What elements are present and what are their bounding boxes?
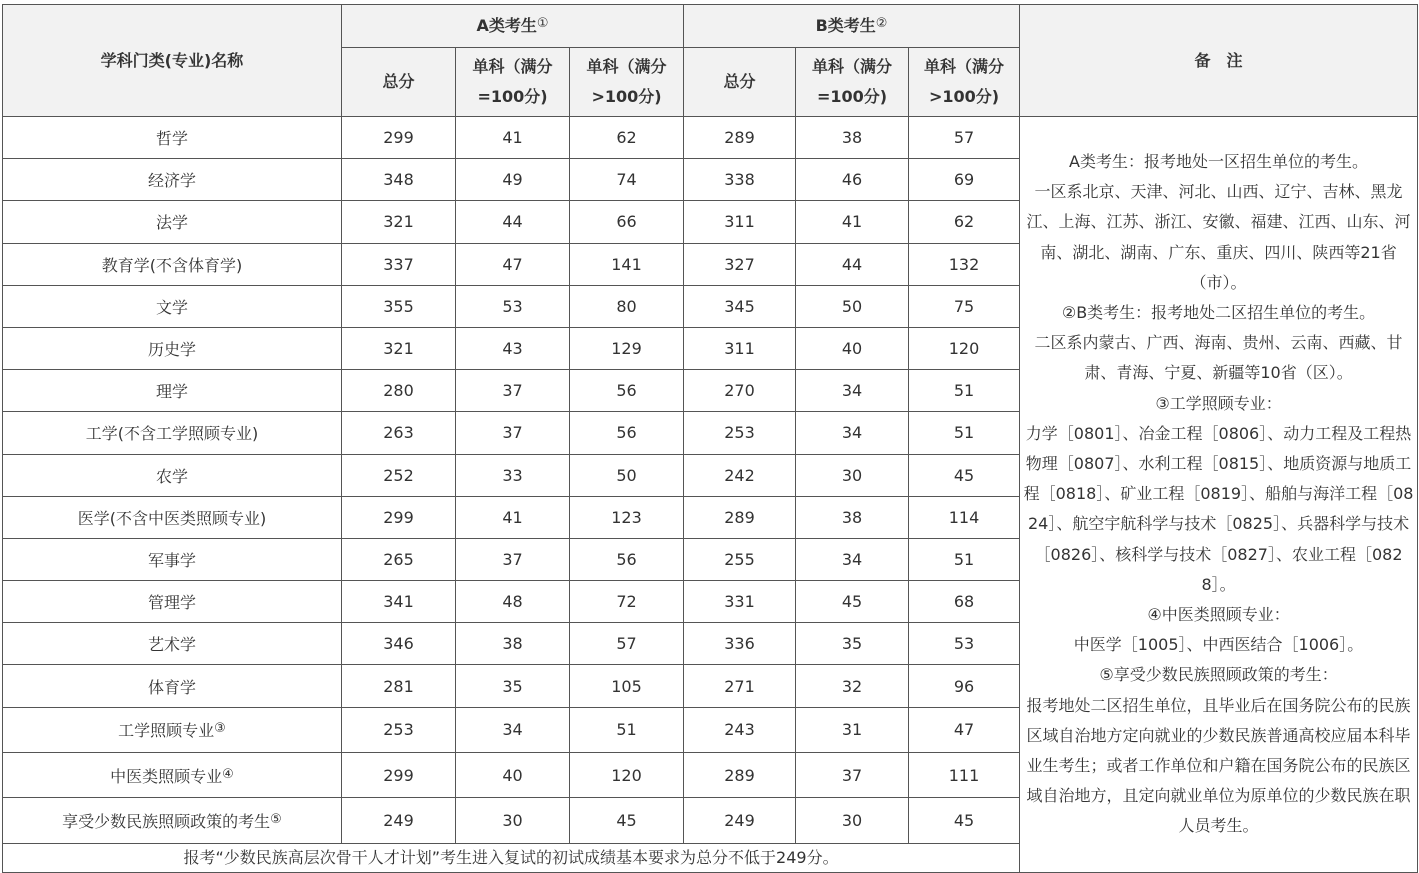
score-a-s100: 49 <box>456 159 570 201</box>
score-a-total: 321 <box>342 201 456 243</box>
remark-line: ④中医类照顾专业： <box>1147 604 1290 624</box>
score-a-sgt: 123 <box>570 496 684 538</box>
score-a-s100: 47 <box>456 243 570 285</box>
subject-name: 享受少数民族照顾政策的考生⑤ <box>3 798 342 843</box>
score-a-total: 355 <box>342 285 456 327</box>
score-a-sgt: 45 <box>570 798 684 843</box>
score-b-sgt: 53 <box>909 623 1020 665</box>
score-b-total: 338 <box>684 159 796 201</box>
score-a-total: 299 <box>342 496 456 538</box>
score-a-sgt: 51 <box>570 707 684 752</box>
score-a-sgt: 56 <box>570 412 684 454</box>
score-a-total: 265 <box>342 538 456 580</box>
score-a-total: 321 <box>342 327 456 369</box>
score-b-s100: 35 <box>796 623 909 665</box>
score-b-total: 249 <box>684 798 796 843</box>
score-a-total: 299 <box>342 117 456 159</box>
footnote-text: 报考“少数民族高层次骨干人才计划”考生进入复试的初试成绩基本要求为总分不低于249分。 <box>3 843 1020 872</box>
score-b-total: 270 <box>684 370 796 412</box>
subject-name: 体育学 <box>3 665 342 707</box>
score-b-total: 289 <box>684 117 796 159</box>
score-b-sgt: 51 <box>909 538 1020 580</box>
score-a-sgt: 129 <box>570 327 684 369</box>
score-a-s100: 34 <box>456 707 570 752</box>
score-a-total: 341 <box>342 581 456 623</box>
score-a-s100: 37 <box>456 370 570 412</box>
score-b-s100: 38 <box>796 496 909 538</box>
subject-name: 管理学 <box>3 581 342 623</box>
score-a-s100: 30 <box>456 798 570 843</box>
score-a-s100: 33 <box>456 454 570 496</box>
score-b-s100: 31 <box>796 707 909 752</box>
remark-line: ②B类考生：报考地处二区招生单位的考生。 <box>1061 302 1376 322</box>
score-b-total: 289 <box>684 752 796 797</box>
subject-name: 农学 <box>3 454 342 496</box>
score-a-total: 337 <box>342 243 456 285</box>
score-requirements-table <box>2 4 1418 873</box>
score-b-s100: 40 <box>796 327 909 369</box>
score-a-sgt: 141 <box>570 243 684 285</box>
score-a-sgt: 120 <box>570 752 684 797</box>
subject-name: 工学照顾专业③ <box>3 707 342 752</box>
score-b-s100: 34 <box>796 538 909 580</box>
score-b-sgt: 51 <box>909 412 1020 454</box>
score-b-sgt: 62 <box>909 201 1020 243</box>
score-a-total: 280 <box>342 370 456 412</box>
subject-name: 文学 <box>3 285 342 327</box>
score-a-total: 348 <box>342 159 456 201</box>
remark-line: 报考地处二区招生单位，且毕业后在国务院公布的民族区域自治地方定向就业的少数民族普通高校应届本科毕业生考生；或者工作单位和户籍在国务院公布的民族区域自治地方，且定向就业单位为原单位的少数民族在职人员考生。 <box>1026 695 1411 836</box>
score-b-sgt: 75 <box>909 285 1020 327</box>
score-b-sgt: 69 <box>909 159 1020 201</box>
score-a-total: 249 <box>342 798 456 843</box>
remark-line: ⑤享受少数民族照顾政策的考生： <box>1099 665 1338 685</box>
score-a-s100: 37 <box>456 538 570 580</box>
score-b-total: 311 <box>684 201 796 243</box>
score-b-s100: 32 <box>796 665 909 707</box>
subject-name: 工学(不含工学照顾专业) <box>3 412 342 454</box>
score-a-sgt: 72 <box>570 581 684 623</box>
subject-name: 哲学 <box>3 117 342 159</box>
score-a-sgt: 57 <box>570 623 684 665</box>
subject-name: 医学(不含中医类照顾专业) <box>3 496 342 538</box>
remark-line: ③工学照顾专业： <box>1155 393 1282 413</box>
score-b-s100: 30 <box>796 454 909 496</box>
score-b-sgt: 68 <box>909 581 1020 623</box>
score-a-total: 281 <box>342 665 456 707</box>
score-a-total: 346 <box>342 623 456 665</box>
score-b-total: 336 <box>684 623 796 665</box>
score-b-total: 345 <box>684 285 796 327</box>
score-a-s100: 37 <box>456 412 570 454</box>
remark-line: 二区系内蒙古、广西、海南、贵州、云南、西藏、甘肃、青海、宁夏、新疆等10省（区）。 <box>1034 333 1403 383</box>
score-a-sgt: 66 <box>570 201 684 243</box>
remark-line: 中医学［1005］、中西医结合［1006］。 <box>1073 635 1364 655</box>
score-b-total: 289 <box>684 496 796 538</box>
score-b-total: 271 <box>684 665 796 707</box>
header-group-a: A类考生① <box>342 5 684 48</box>
subject-name: 艺术学 <box>3 623 342 665</box>
remark-line: A类考生：报考地处一区招生单位的考生。 <box>1069 151 1368 171</box>
score-b-sgt: 96 <box>909 665 1020 707</box>
score-a-sgt: 50 <box>570 454 684 496</box>
score-a-s100: 38 <box>456 623 570 665</box>
header-b-single-100: 单科（满分=100分) <box>796 48 909 117</box>
score-b-total: 243 <box>684 707 796 752</box>
score-b-sgt: 132 <box>909 243 1020 285</box>
score-b-sgt: 111 <box>909 752 1020 797</box>
header-a-total: 总分 <box>342 48 456 117</box>
score-a-s100: 41 <box>456 496 570 538</box>
score-a-total: 253 <box>342 707 456 752</box>
subject-name: 理学 <box>3 370 342 412</box>
subject-name: 经济学 <box>3 159 342 201</box>
header-subject: 学科门类(专业)名称 <box>3 5 342 117</box>
score-b-s100: 41 <box>796 201 909 243</box>
header-remarks: 备 注 <box>1020 5 1418 117</box>
remark-line: 一区系北京、天津、河北、山西、辽宁、吉林、黑龙江、上海、江苏、浙江、安徽、福建、江西、山东、河南、湖北、湖南、广东、重庆、四川、陕西等21省（市）。 <box>1026 182 1411 292</box>
score-a-sgt: 62 <box>570 117 684 159</box>
score-a-total: 263 <box>342 412 456 454</box>
score-b-total: 255 <box>684 538 796 580</box>
score-b-s100: 34 <box>796 370 909 412</box>
score-b-total: 311 <box>684 327 796 369</box>
score-a-sgt: 80 <box>570 285 684 327</box>
header-a-single-100: 单科（满分=100分) <box>456 48 570 117</box>
score-b-total: 327 <box>684 243 796 285</box>
score-b-sgt: 57 <box>909 117 1020 159</box>
score-b-s100: 44 <box>796 243 909 285</box>
score-b-s100: 37 <box>796 752 909 797</box>
score-a-s100: 35 <box>456 665 570 707</box>
subject-name: 中医类照顾专业④ <box>3 752 342 797</box>
subject-name: 历史学 <box>3 327 342 369</box>
table-row <box>3 117 1418 159</box>
header-a-single-gt100: 单科（满分>100分) <box>570 48 684 117</box>
subject-name: 教育学(不含体育学) <box>3 243 342 285</box>
score-a-sgt: 105 <box>570 665 684 707</box>
score-b-sgt: 45 <box>909 798 1020 843</box>
score-b-s100: 34 <box>796 412 909 454</box>
score-a-total: 252 <box>342 454 456 496</box>
score-b-s100: 30 <box>796 798 909 843</box>
score-a-s100: 44 <box>456 201 570 243</box>
score-a-s100: 53 <box>456 285 570 327</box>
score-b-sgt: 51 <box>909 370 1020 412</box>
score-b-s100: 38 <box>796 117 909 159</box>
remarks-cell <box>1020 117 1418 873</box>
score-b-s100: 50 <box>796 285 909 327</box>
score-a-s100: 41 <box>456 117 570 159</box>
score-b-total: 331 <box>684 581 796 623</box>
score-b-s100: 46 <box>796 159 909 201</box>
score-b-total: 242 <box>684 454 796 496</box>
remark-line: 力学［0801］、冶金工程［0806］、动力工程及工程热物理［0807］、水利工程［0815］、地质资源与地质工程［0818］、矿业工程［0819］、船舶与海洋工程［0824］、航空宇航科学与技术［0825］、兵器科学与技术［0826］、核科学与技术［0827］、农业工程［0828］。 <box>1023 423 1414 594</box>
score-a-sgt: 56 <box>570 370 684 412</box>
score-b-s100: 45 <box>796 581 909 623</box>
score-b-sgt: 45 <box>909 454 1020 496</box>
score-a-sgt: 56 <box>570 538 684 580</box>
score-b-total: 253 <box>684 412 796 454</box>
score-a-s100: 40 <box>456 752 570 797</box>
score-b-sgt: 114 <box>909 496 1020 538</box>
subject-name: 军事学 <box>3 538 342 580</box>
score-a-total: 299 <box>342 752 456 797</box>
header-b-single-gt100: 单科（满分>100分) <box>909 48 1020 117</box>
score-a-s100: 43 <box>456 327 570 369</box>
score-b-sgt: 47 <box>909 707 1020 752</box>
header-b-total: 总分 <box>684 48 796 117</box>
score-a-s100: 48 <box>456 581 570 623</box>
subject-name: 法学 <box>3 201 342 243</box>
score-b-sgt: 120 <box>909 327 1020 369</box>
score-a-sgt: 74 <box>570 159 684 201</box>
header-group-b: B类考生② <box>684 5 1020 48</box>
